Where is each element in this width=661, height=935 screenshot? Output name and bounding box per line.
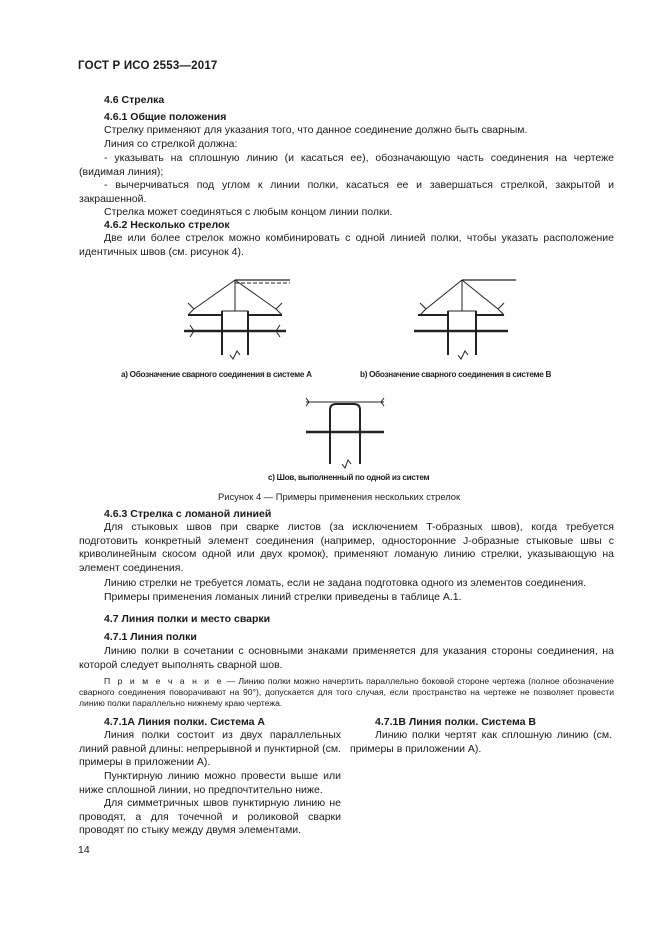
s461-p5: Стрелка может соединяться с любым концом линии полки. [104,206,393,218]
note-label: П р и м е ч а н и е [104,676,224,686]
figure-4b-drawing [412,275,522,365]
figure-4-title: Рисунок 4 — Примеры применения нескольких стрелок [218,491,461,502]
s461-p3: - указывать на сплошную линию (и касаться ее), обозначающую часть соединения на чертеже (видимая линия); [79,152,614,178]
s463-p1: Для стыковых швов при сварке листов (за исключением T-образных швов), когда требуется подготовить конкретный элемент соединения (например, односторонние J-образные стыковые швы с криволинейным скосом одной или двух кромок), применяют ломаную линию стрелки, указывающую на элемент соединения. [79,521,614,574]
s461-p1: Стрелку применяют для указания того, что данное соединение должно быть сварным. [104,124,528,136]
document-header: ГОСТ Р ИСО 2553—2017 [78,60,218,72]
figure-4a-caption: a) Обозначение сварного соединения в системе A [121,370,312,379]
s463-p3: Примеры применения ломаных линий стрелки приведены в таблице А.1. [104,591,462,603]
note-text: — Линию полки можно начертить параллельно боковой стороне чертежа (полное обозначение сварного соединения поворачивают на 90°), допускается для того случая, если пространство на чертеже не позволяет провести линию полки параллельно нижнему краю чертежа. [79,676,614,709]
figure-4a-drawing [180,275,290,365]
section-4-7-1a-title: 4.7.1А Линия полки. Система A [104,716,265,728]
figure-4b-caption: b) Обозначение сварного соединения в системе B [360,370,552,379]
s471-note [79,676,614,710]
s461-p4: - вычерчиваться под углом к линии полки, касаться ее и завершаться стрелкой, закрытой и закрашенной. [79,179,614,205]
section-4-7-1-title: 4.7.1 Линия полки [104,631,197,643]
s471a-p3: Для симметричных швов пунктирную линию не проводят, а для точечной и роликовой сварки проводят по стыку между двумя элементами. [79,797,341,837]
section-4-7-1b-title: 4.7.1В Линия полки. Система B [375,716,536,728]
page-number: 14 [78,844,90,856]
s461-p2: Линия со стрелкой должна: [104,138,238,150]
section-4-7-title: 4.7 Линия полки и место сварки [104,613,271,625]
figure-4c-drawing [300,392,390,472]
s463-p2: Линию стрелки не требуется ломать, если не задана подготовка одного из элементов соединения. [104,577,587,589]
s462-p1: Две или более стрелок можно комбинировать с одной линией полки, чтобы указать расположение идентичных швов (см. рисунок 4). [79,232,614,258]
s471-p1: Линию полки в сочетании с основными знаками применяется для указания стороны соединения, на которой следует выполнять сварной шов. [79,645,614,671]
s471b-p1: Линию полки чертят как сплошную линию (см. примеры в приложении А). [350,729,612,755]
section-4-6-title: 4.6 Стрелка [104,94,165,106]
section-4-6-3-title: 4.6.3 Стрелка с ломаной линией [104,508,272,520]
figure-4c-caption: c) Шов, выполненный по одной из систем [268,473,430,482]
section-4-6-2-title: 4.6.2 Несколько стрелок [104,219,230,231]
section-4-6-1-title: 4.6.1 Общие положения [104,111,227,123]
s471a-p2: Пунктирную линию можно провести выше или ниже сплошной линии, но предпочтительно ниже. [79,770,341,796]
s471a-p1: Линия полки состоит из двух параллельных линий равной длины: непрерывной и пунктирной (см. примеры в приложении А). [79,729,341,769]
